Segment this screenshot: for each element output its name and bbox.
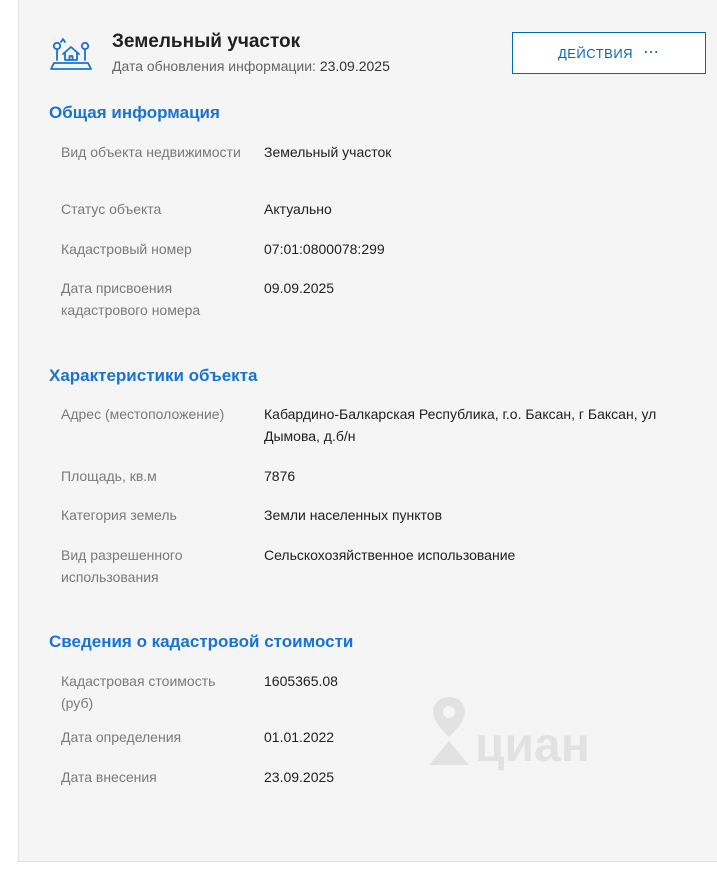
row-label: Категория земель [61, 507, 177, 523]
section-title-general: Общая информация [49, 103, 220, 122]
row-label: Дата определения [61, 729, 182, 745]
row-value: Сельскохозяйственное использование [264, 547, 516, 563]
row-value: Кабардино-Балкарская Республика, г.о. Баксан, г Баксан, ул Дымова, д.б/н [264, 406, 657, 444]
section-title-cadastral-value: Сведения о кадастровой стоимости [49, 632, 354, 651]
actions-button[interactable] [512, 32, 706, 74]
row-value: Актуально [264, 201, 332, 217]
row-label: Дата внесения [61, 769, 157, 785]
actions-label: ДЕЙСТВИЯ [557, 45, 634, 61]
row-label: Вид объекта недвижимости [61, 144, 241, 160]
more-dots-icon: ⋯ [643, 44, 661, 61]
row-value: 7876 [264, 468, 296, 484]
update-label: Дата обновления информации: [112, 58, 316, 74]
watermark-text: циан [475, 719, 590, 772]
row-label: Вид разрешенного использования [61, 547, 183, 585]
row-value: 07:01:0800078:299 [264, 241, 385, 257]
row-value: 01.01.2022 [264, 729, 335, 745]
row-value: Земли населенных пунктов [264, 507, 443, 523]
land-plot-card [18, 0, 717, 862]
row-value: 1605365.08 [264, 673, 338, 689]
land-plot-icon [50, 36, 92, 72]
update-info [112, 58, 390, 74]
row-label: Кадастровый номер [61, 241, 192, 257]
cian-watermark-logo [427, 695, 647, 775]
row-label: Кадастровая стоимость (руб) [61, 673, 216, 711]
row-label: Дата присвоения кадастрового номера [61, 280, 201, 318]
section-title-characteristics: Характеристики объекта [49, 366, 258, 385]
page-title: Земельный участок [112, 31, 301, 52]
row-label: Статус объекта [61, 201, 162, 217]
row-value: 09.09.2025 [264, 280, 335, 296]
row-label: Площадь, кв.м [61, 468, 157, 484]
row-value: 23.09.2025 [264, 769, 335, 785]
row-value: Земельный участок [264, 144, 392, 160]
update-date: 23.09.2025 [319, 58, 390, 74]
row-label: Адрес (местоположение) [61, 406, 225, 422]
